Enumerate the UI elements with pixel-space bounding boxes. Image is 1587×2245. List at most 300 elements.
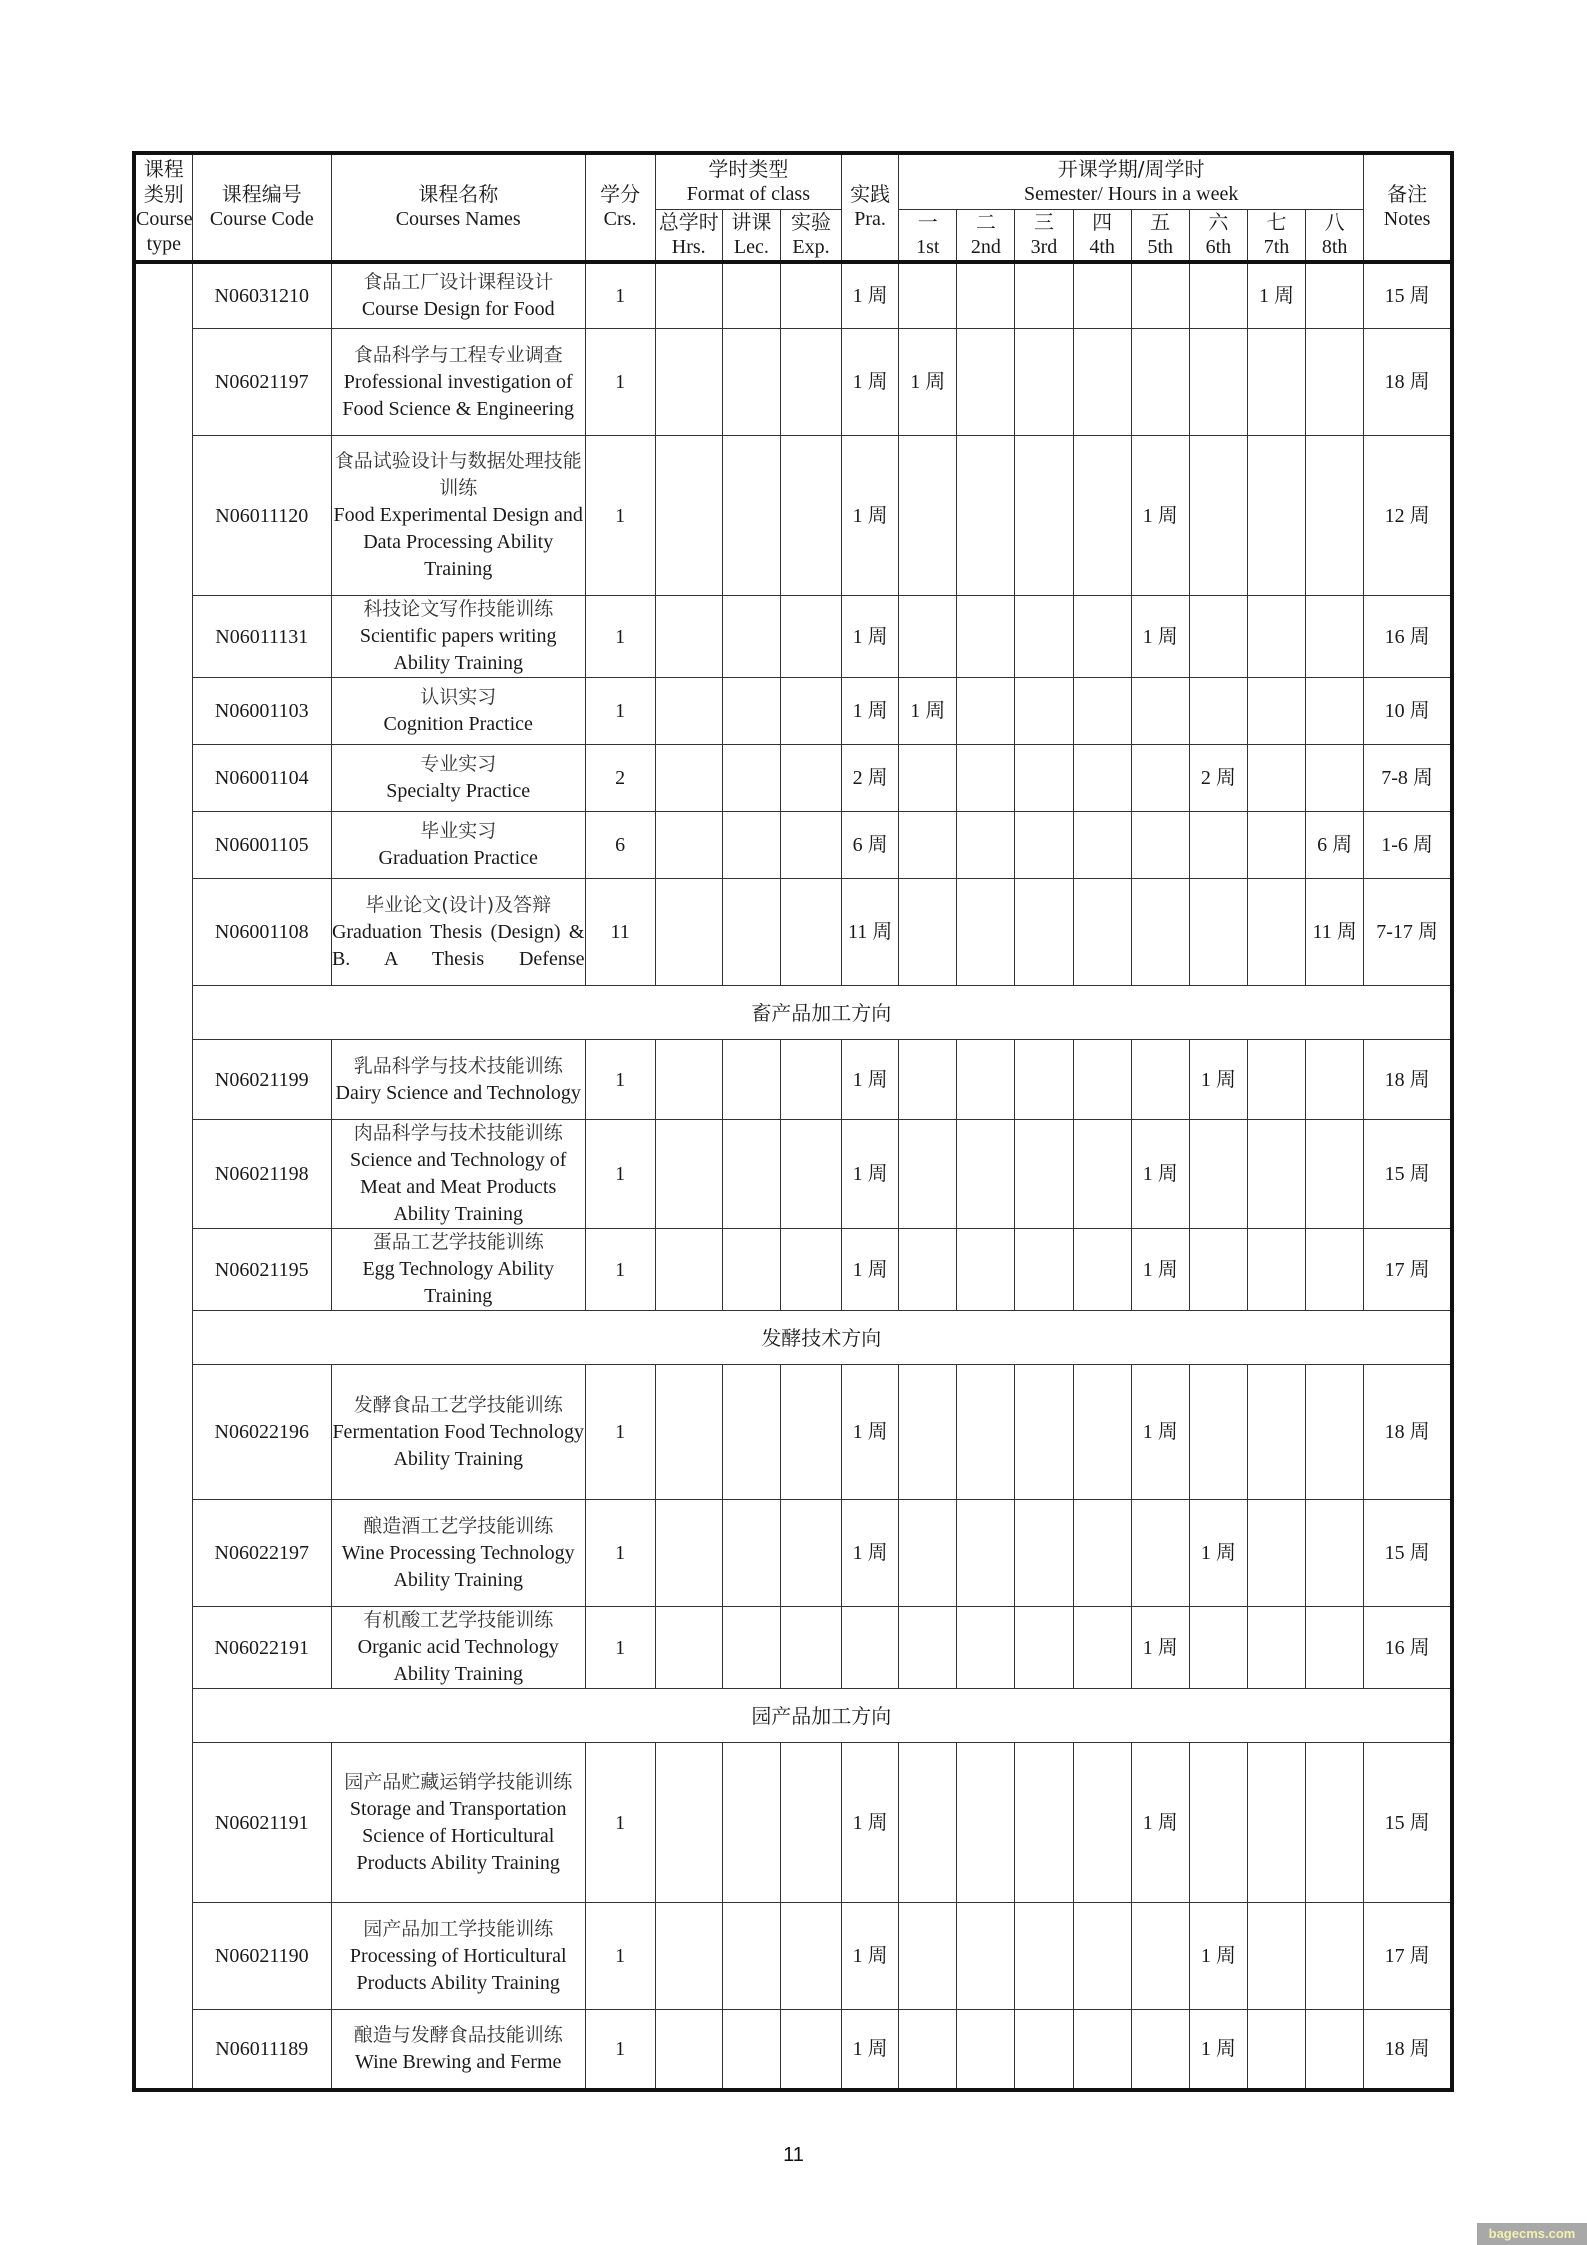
semester-2-cell [957,1607,1015,1689]
credits-cell: 1 [585,436,655,596]
lecture-cell [722,879,780,986]
semester-7-cell [1247,329,1305,436]
semester-5-cell: 1 周 [1131,1229,1189,1311]
semester-4-cell [1073,879,1131,986]
semester-1-cell [899,596,957,678]
semester-6-cell [1189,1607,1247,1689]
curriculum-table [132,151,1454,2092]
course-name-en: Science and Technology of Meat and Meat Products Ability Training [349,1149,567,1225]
semester-5-cell [1131,1040,1189,1120]
semester-7-en: 7th [1263,235,1290,258]
lecture-cell [722,1040,780,1120]
semester-1-cell [899,1743,957,1903]
notes-cell: 15 周 [1364,1743,1452,1903]
course-name [331,2010,585,2090]
semester-4-cell [1073,745,1131,812]
semester-6-en: 6th [1205,235,1232,258]
course-code: N06022197 [192,1500,331,1607]
semester-8-cell [1306,596,1364,678]
semester-4-cell [1073,678,1131,745]
lecture-cell [722,1607,780,1689]
semester-6-cell [1189,436,1247,596]
lecture-cell [722,1120,780,1229]
notes-cell: 18 周 [1364,1365,1452,1500]
hours-cell [655,812,722,879]
header-practice-en: Pra. [854,208,886,231]
semester-2-cell [957,2010,1015,2090]
course-name-cn: 毕业论文(设计)及答辩 [365,893,552,916]
practice-cell: 1 周 [842,1365,899,1500]
semester-2-cell [957,745,1015,812]
semester-8-cell [1306,262,1364,329]
semester-7-cell [1247,2010,1305,2090]
course-name [331,1040,585,1120]
semester-1-cell: 1 周 [899,678,957,745]
course-name-en: Wine Brewing and Ferme [355,2050,562,2073]
header-notes-en: Notes [1383,208,1431,231]
semester-1-cell [899,1040,957,1120]
course-name-en: Scientific papers writing Ability Training [359,625,557,674]
header-course-code-cn: 课程编号 [221,182,302,207]
hours-cell [655,1040,722,1120]
credits-cell: 1 [585,1040,655,1120]
semester-6-cell [1189,812,1247,879]
practice-cell: 1 周 [842,2010,899,2090]
semester-1-cell [899,879,957,986]
course-name-cn: 科技论文写作技能训练 [363,598,554,620]
semester-2-cell [957,1120,1015,1229]
semester-1-cell [899,2010,957,2090]
notes-cell: 12 周 [1364,436,1452,596]
semester-5-cn: 五 [1150,209,1171,234]
semester-5-cell [1131,1903,1189,2010]
semester-6-cell [1189,1743,1247,1903]
experiment-cell [780,262,841,329]
practice-cell: 1 周 [842,1500,899,1607]
header-practice [842,153,899,262]
course-code: N06001108 [192,879,331,986]
header-semester-6 [1189,209,1247,262]
semester-2-cn: 二 [975,209,996,234]
semester-5-cell: 1 周 [1131,1365,1189,1500]
section-title: 园产品加工方向 [192,1689,1452,1743]
section-title: 发酵技术方向 [192,1311,1452,1365]
semester-3-cell [1015,262,1073,329]
lecture-cell [722,329,780,436]
course-name-cn: 肉品科学与技术技能训练 [353,1122,563,1144]
header-experiment-cn: 实验 [790,209,831,234]
semester-8-cell [1306,745,1364,812]
semester-5-cell: 1 周 [1131,1743,1189,1903]
semester-4-cell [1073,1365,1131,1500]
semester-7-cell [1247,1903,1305,2010]
course-name-cn: 食品科学与工程专业调查 [353,343,563,366]
course-name [331,1120,585,1229]
semester-3-cell [1015,1120,1073,1229]
header-notes [1364,153,1452,262]
course-name-en: Fermentation Food Technology Ability Training [332,1420,584,1470]
semester-6-cell [1189,596,1247,678]
semester-7-cell [1247,1120,1305,1229]
practice-cell: 2 周 [842,745,899,812]
lecture-cell [722,1365,780,1500]
semester-7-cell [1247,436,1305,596]
semester-1-cell [899,1607,957,1689]
notes-cell: 16 周 [1364,596,1452,678]
semester-8-cell [1306,1040,1364,1120]
hours-cell [655,262,722,329]
credits-cell: 1 [585,1743,655,1903]
semester-4-cell [1073,436,1131,596]
course-name-en: Egg Technology Ability Training [362,1258,554,1307]
semester-7-cell [1247,812,1305,879]
semester-6-cell: 2 周 [1189,745,1247,812]
lecture-cell [722,436,780,596]
semester-8-cell: 11 周 [1306,879,1364,986]
semester-3-cell [1015,329,1073,436]
semester-7-cell [1247,596,1305,678]
hours-cell [655,879,722,986]
table-row [134,1607,1452,1689]
semester-5-en: 5th [1147,235,1174,258]
hours-cell [655,329,722,436]
header-format-en: Format of class [686,182,810,205]
course-name-en: Food Experimental Design and Data Processing Ability Training [333,504,583,580]
notes-cell: 15 周 [1364,262,1452,329]
semester-2-cell [957,678,1015,745]
experiment-cell [780,1040,841,1120]
semester-3-cell [1015,1365,1073,1500]
table-row [134,436,1452,596]
header-credits [585,153,655,262]
course-name [331,262,585,329]
hours-cell [655,2010,722,2090]
table-row [134,745,1452,812]
semester-2-cell [957,879,1015,986]
notes-cell: 1-6 周 [1364,812,1452,879]
semester-4-cell [1073,1743,1131,1903]
semester-2-cell [957,1500,1015,1607]
practice-cell: 6 周 [842,812,899,879]
course-name-cn: 食品工厂设计课程设计 [363,270,554,293]
semester-2-cell [957,1040,1015,1120]
course-name-en: Dairy Science and Technology [335,1081,581,1104]
semester-5-cell: 1 周 [1131,596,1189,678]
semester-1-cell [899,812,957,879]
course-type-cell [134,262,192,2090]
course-name-en: Professional investigation of Food Science & Engineering [342,370,575,420]
semester-4-cell [1073,1903,1131,2010]
course-code: N06022191 [192,1607,331,1689]
semester-5-cell: 1 周 [1131,436,1189,596]
course-name [331,1365,585,1500]
semester-7-cell [1247,879,1305,986]
semester-1-cn: 一 [917,209,938,234]
table-row [134,1903,1452,2010]
header-semester-3 [1015,209,1073,262]
course-code: N06001104 [192,745,331,812]
semester-4-en: 4th [1089,235,1115,258]
hours-cell [655,745,722,812]
header-format-cn: 学时类型 [708,156,789,181]
header-semester-5 [1131,209,1189,262]
header-semester-en: Semester/ Hours in a week [1023,182,1239,205]
credits-cell: 11 [585,879,655,986]
practice-cell: 1 周 [842,1903,899,2010]
lecture-cell [722,1903,780,2010]
practice-cell: 1 周 [842,678,899,745]
lecture-cell [722,678,780,745]
semester-5-cell [1131,1500,1189,1607]
header-semester-2 [957,209,1015,262]
semester-2-cell [957,596,1015,678]
semester-5-cell [1131,2010,1189,2090]
semester-3-cell [1015,1743,1073,1903]
semester-3-en: 3rd [1030,235,1058,258]
experiment-cell [780,1120,841,1229]
semester-7-cn: 七 [1266,209,1287,234]
semester-5-cell: 1 周 [1131,1120,1189,1229]
watermark: bagecms.com [1477,2223,1587,2245]
header-semester-7 [1247,209,1305,262]
credits-cell: 1 [585,1500,655,1607]
table-row [134,812,1452,879]
semester-7-cell [1247,678,1305,745]
credits-cell: 1 [585,678,655,745]
course-code: N06021190 [192,1903,331,2010]
semester-6-cell: 1 周 [1189,1500,1247,1607]
course-name-en: Graduation Thesis (Design) & B. A Thesis Defense [331,920,585,970]
semester-6-cn: 六 [1208,209,1229,234]
semester-8-cell [1306,1743,1364,1903]
semester-6-cell [1189,678,1247,745]
header-hours-cn: 总学时 [658,209,719,234]
header-credits-en: Crs. [603,208,637,231]
experiment-cell [780,329,841,436]
course-name-cn: 毕业实习 [420,820,497,842]
semester-8-cell [1306,1903,1364,2010]
notes-cell: 18 周 [1364,329,1452,436]
header-semester-1 [899,209,957,262]
semester-6-cell [1189,879,1247,986]
header-semester-cn: 开课学期/周学时 [1057,156,1205,181]
course-name-en: Course Design for Food [361,297,555,320]
semester-8-en: 8th [1321,235,1348,258]
table-row [134,596,1452,678]
semester-6-cell [1189,329,1247,436]
semester-4-cell [1073,1500,1131,1607]
hours-cell [655,1229,722,1311]
semester-6-cell [1189,1229,1247,1311]
experiment-cell [780,2010,841,2090]
course-name [331,879,585,986]
practice-cell: 1 周 [842,1229,899,1311]
semester-1-cell [899,745,957,812]
semester-3-cell [1015,1229,1073,1311]
semester-6-cell [1189,1120,1247,1229]
section-row [134,1311,1452,1365]
hours-cell [655,596,722,678]
credits-cell: 1 [585,1903,655,2010]
practice-cell: 1 周 [842,329,899,436]
semester-2-cell [957,1743,1015,1903]
semester-8-cell [1306,1229,1364,1311]
credits-cell: 1 [585,1607,655,1689]
lecture-cell [722,2010,780,2090]
course-name-cn: 园产品加工学技能训练 [363,1917,554,1940]
semester-3-cell [1015,1607,1073,1689]
notes-cell: 15 周 [1364,1120,1452,1229]
experiment-cell [780,1607,841,1689]
semester-8-cell [1306,1120,1364,1229]
header-course-type-cn: 课程类别 [143,157,184,207]
semester-2-cell [957,1903,1015,2010]
semester-1-cell: 1 周 [899,329,957,436]
header-lecture [722,209,780,262]
semester-7-cell [1247,1743,1305,1903]
header-credits-cn: 学分 [600,182,641,207]
course-name [331,745,585,812]
semester-7-cell [1247,1500,1305,1607]
course-code: N06021197 [192,329,331,436]
table-row [134,262,1452,329]
course-code: N06011189 [192,2010,331,2090]
semester-4-cell [1073,1120,1131,1229]
header-format [655,153,841,209]
semester-5-cell: 1 周 [1131,1607,1189,1689]
course-name [331,1607,585,1689]
semester-4-cell [1073,1607,1131,1689]
table-body [134,262,1452,2090]
semester-3-cell [1015,879,1073,986]
semester-7-cell [1247,1040,1305,1120]
semester-3-cell [1015,1040,1073,1120]
semester-2-en: 2nd [970,235,1001,258]
table-header [134,153,1452,262]
credits-cell: 1 [585,262,655,329]
hours-cell [655,436,722,596]
semester-7-cell [1247,1607,1305,1689]
practice-cell: 1 周 [842,596,899,678]
course-name-en: Organic acid Technology Ability Training [357,1636,559,1685]
course-name-cn: 酿造酒工艺学技能训练 [363,1514,554,1537]
semester-1-cell [899,1229,957,1311]
semester-8-cell [1306,678,1364,745]
semester-5-cell [1131,678,1189,745]
section-row [134,986,1452,1040]
lecture-cell [722,1500,780,1607]
experiment-cell [780,879,841,986]
notes-cell: 18 周 [1364,2010,1452,2090]
semester-3-cell [1015,596,1073,678]
semester-7-cell [1247,1229,1305,1311]
semester-3-cell [1015,678,1073,745]
course-name [331,812,585,879]
semester-1-cell [899,1365,957,1500]
course-name [331,1903,585,2010]
semester-5-cell [1131,329,1189,436]
practice-cell: 11 周 [842,879,899,986]
semester-3-cell [1015,2010,1073,2090]
course-code: N06001105 [192,812,331,879]
course-name-cn: 蛋品工艺学技能训练 [372,1231,544,1253]
hours-cell [655,1500,722,1607]
course-code: N06021199 [192,1040,331,1120]
semester-8-cn: 八 [1324,209,1345,234]
course-name-en: Processing of Horticultural Products Ability Training [349,1944,567,1994]
notes-cell: 7-8 周 [1364,745,1452,812]
lecture-cell [722,1743,780,1903]
header-course-name-cn: 课程名称 [418,182,499,207]
course-name-cn: 发酵食品工艺学技能训练 [353,1393,563,1416]
header-semester [899,153,1364,209]
header-hours [655,209,722,262]
semester-8-cell [1306,2010,1364,2090]
course-name [331,436,585,596]
semester-2-cell [957,262,1015,329]
semester-6-cell [1189,1365,1247,1500]
semester-3-cell [1015,436,1073,596]
hours-cell [655,1743,722,1903]
semester-4-cell [1073,2010,1131,2090]
semester-2-cell [957,812,1015,879]
semester-4-cell [1073,329,1131,436]
semester-7-cell [1247,1365,1305,1500]
experiment-cell [780,1365,841,1500]
notes-cell: 16 周 [1364,1607,1452,1689]
semester-2-cell [957,1229,1015,1311]
table-row [134,1500,1452,1607]
semester-4-cell [1073,812,1131,879]
course-name [331,678,585,745]
practice-cell: 1 周 [842,1040,899,1120]
semester-4-cell [1073,596,1131,678]
header-experiment [780,209,841,262]
semester-4-cell [1073,262,1131,329]
course-name-cn: 酿造与发酵食品技能训练 [353,2023,563,2046]
table-row [134,329,1452,436]
credits-cell: 1 [585,1365,655,1500]
semester-3-cn: 三 [1033,209,1054,234]
semester-7-cell: 1 周 [1247,262,1305,329]
course-code: N06021195 [192,1229,331,1311]
semester-2-cell [957,436,1015,596]
semester-5-cell [1131,879,1189,986]
lecture-cell [722,596,780,678]
header-semester-4 [1073,209,1131,262]
table-row [134,1120,1452,1229]
notes-cell: 7-17 周 [1364,879,1452,986]
semester-1-cell [899,1120,957,1229]
course-name-cn: 有机酸工艺学技能训练 [363,1609,554,1631]
semester-3-cell [1015,812,1073,879]
semester-3-cell [1015,1903,1073,2010]
course-name [331,1500,585,1607]
header-course-code [192,153,331,262]
course-code: N06011120 [192,436,331,596]
experiment-cell [780,1743,841,1903]
course-name-cn: 乳品科学与技术技能训练 [353,1054,563,1077]
semester-6-cell: 1 周 [1189,1040,1247,1120]
semester-4-cell [1073,1040,1131,1120]
experiment-cell [780,1500,841,1607]
semester-4-cell [1073,1229,1131,1311]
semester-1-en: 1st [916,235,940,258]
semester-5-cell [1131,262,1189,329]
course-code: N06021191 [192,1743,331,1903]
table-row [134,1040,1452,1120]
hours-cell [655,1903,722,2010]
